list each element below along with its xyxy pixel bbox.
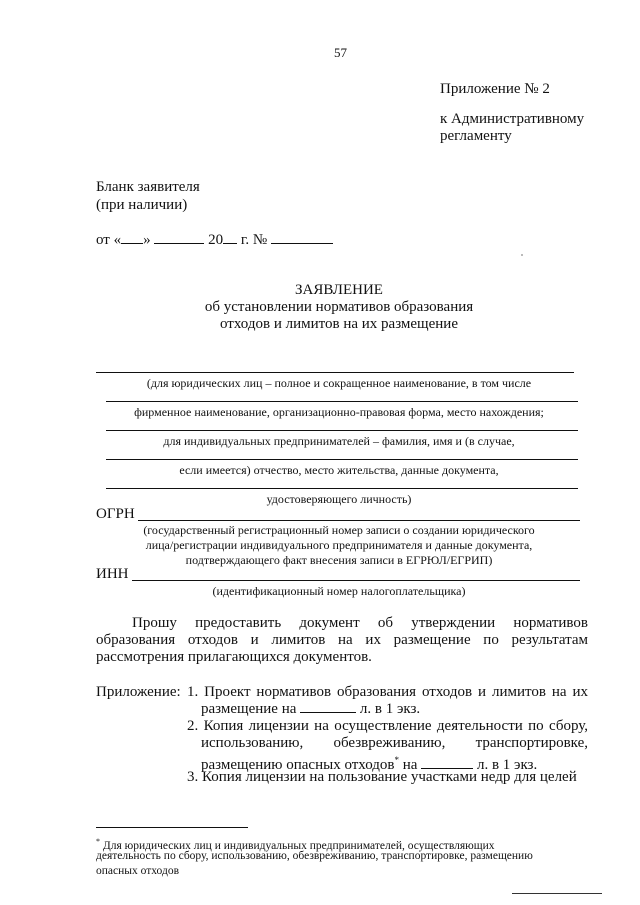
footnote-star: * — [96, 837, 100, 846]
footnote-line3: опасных отходов — [96, 865, 180, 877]
hint-line1: (для юридических лиц – полное и сокращенное наименование, в том числе — [146, 376, 532, 390]
request-line3: рассмотрения прилагающихся документов. — [96, 649, 372, 665]
appendix-title: Приложение № 2 — [440, 81, 550, 97]
applicant-name-field-5[interactable] — [106, 488, 578, 489]
attachment2-on-label: на — [402, 757, 418, 773]
inn-label: ИНН — [96, 566, 129, 582]
attachment2-waste-text: размещению опасных отходов — [201, 757, 395, 773]
footnote-line2: деятельность по сбору, использованию, обезвреживанию, транспортировке, размещению — [96, 850, 533, 862]
date-line — [96, 231, 333, 249]
day-blank[interactable] — [121, 231, 143, 244]
attachment2-line1: 2. Копия лицензии на осуществление деятельности по сбору, — [187, 718, 588, 734]
inn-field[interactable] — [132, 580, 580, 581]
month-blank[interactable] — [154, 231, 204, 244]
applicant-name-field-3[interactable] — [106, 430, 578, 431]
number-blank[interactable] — [271, 231, 333, 244]
hint-line3: для индивидуальных предпринимателей – фамилия, имя и (в случае, — [163, 434, 515, 448]
appendix-to-line2: регламенту — [440, 128, 512, 144]
scan-edge-line — [512, 893, 602, 894]
appendix-to-line1: к Административному — [440, 111, 585, 127]
ogrn-hint-line1: (государственный регистрационный номер записи о создании юридического — [143, 523, 535, 537]
document-title: ЗАЯВЛЕНИЕ — [295, 282, 383, 298]
date-from-label: от « — [96, 232, 122, 248]
attachment2-copies: л. в 1 экз. — [476, 757, 538, 773]
applicant-line2: (при наличии) — [96, 197, 188, 213]
scan-speck — [521, 254, 523, 256]
attachment1-pages-blank[interactable] — [300, 700, 356, 713]
ogrn-field[interactable] — [138, 520, 580, 521]
document-subtitle-line2: отходов и лимитов на их размещение — [220, 316, 458, 332]
year-blank[interactable] — [223, 231, 237, 244]
date-close-quote: » — [143, 232, 151, 248]
applicant-name-field-4[interactable] — [106, 459, 578, 460]
attachment1-line2 — [201, 700, 420, 718]
attachment1-line1: 1. Проект нормативов образования отходов и лимитов на их — [187, 684, 588, 700]
hint-line4: если имеется) отчество, место жительства, данные документа, — [179, 463, 499, 477]
attachment2-line2: использованию, обезвреживанию, транспортировке, — [201, 735, 588, 751]
request-line2: образования отходов и лимитов на их размещение по результатам — [96, 632, 588, 648]
ogrn-label: ОГРН — [96, 506, 135, 522]
hint-line5: удостоверяющего личность) — [266, 492, 412, 506]
attachment1-pages-label: размещение на — [201, 701, 297, 717]
hint-line2: фирменное наименование, организационно-правовая форма, место нахождения; — [134, 405, 544, 419]
number-label: г. № — [240, 232, 268, 248]
ogrn-hint-line3: подтверждающего факт внесения записи в ЕГРЮЛ/ЕГРИП) — [185, 553, 493, 567]
document-subtitle-line1: об установлении нормативов образования — [204, 299, 474, 315]
inn-hint: (идентификационный номер налогоплательщика) — [212, 584, 466, 598]
footnote-separator — [96, 827, 248, 828]
attachments-label: Приложение: — [96, 684, 181, 700]
attachment3-line1: 3. Копия лицензии на пользование участками недр для целей — [187, 769, 577, 785]
applicant-name-field-1[interactable] — [96, 372, 574, 373]
ogrn-hint-line2: лица/регистрации индивидуального предпринимателя и данные документа, — [145, 538, 533, 552]
attachment1-copies: л. в 1 экз. — [359, 701, 421, 717]
footnote-marker: * — [394, 755, 400, 765]
page-number: 57 — [334, 45, 347, 60]
applicant-line1: Бланк заявителя — [96, 179, 200, 195]
footnote-text-line1: Для юридических лиц и индивидуальных предпринимателей, осуществляющих — [102, 839, 495, 852]
year-prefix: 20 — [208, 232, 224, 248]
request-line1: Прошу предоставить документ об утверждении нормативов — [132, 615, 588, 631]
applicant-name-field-2[interactable] — [106, 401, 578, 402]
